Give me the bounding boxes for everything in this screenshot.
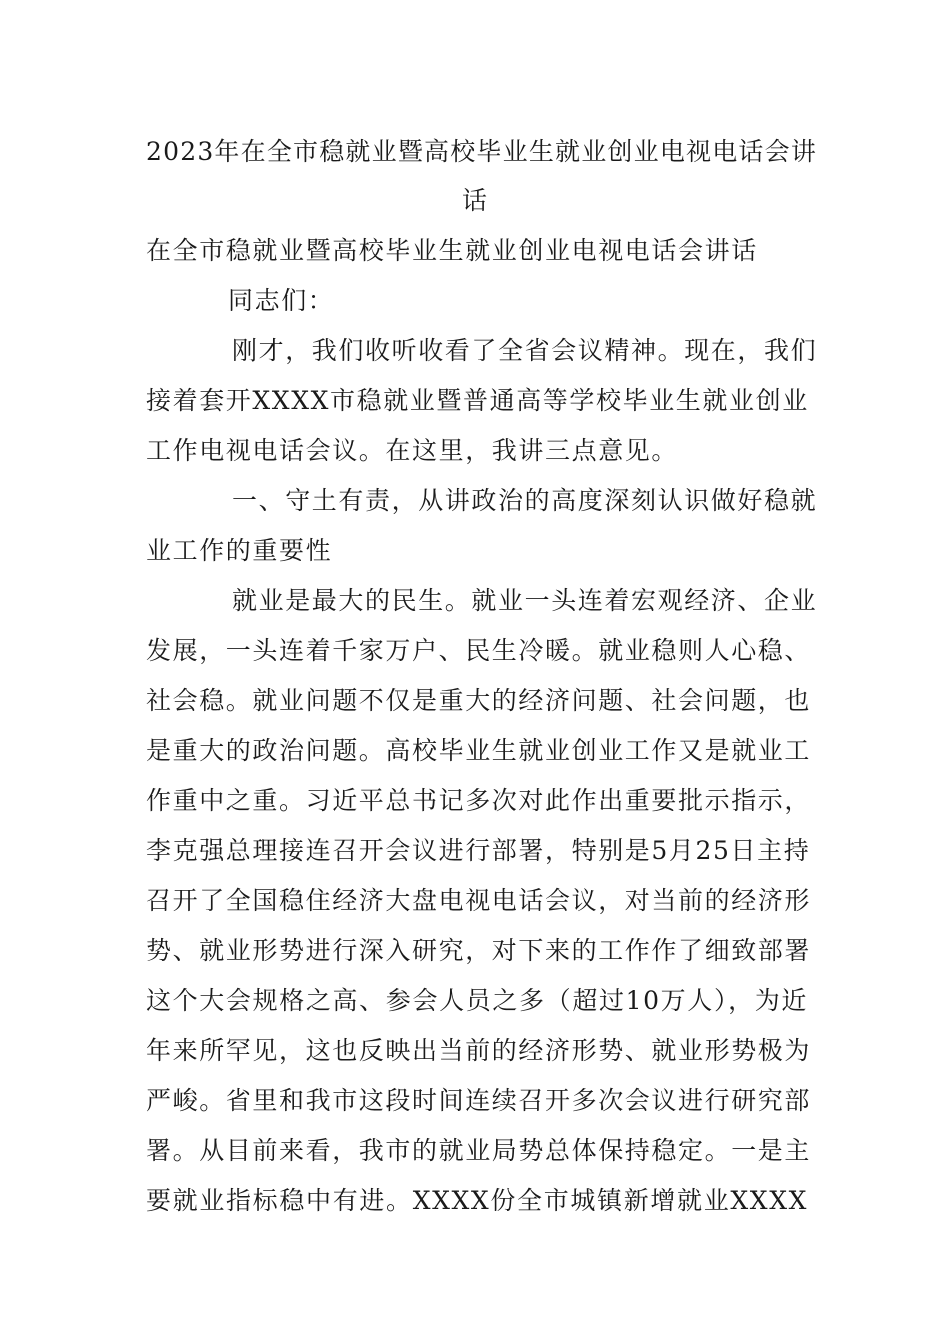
body-line: 要就业指标稳中有进。XXXX份全市城镇新增就业XXXX [146, 1186, 808, 1215]
body-line: 严峻。省里和我市这段时间连续召开多次会议进行研究部 [146, 1086, 812, 1115]
document-title-line-2: 话 [462, 186, 489, 215]
body-line: 李克强总理接连召开会议进行部署，特别是5月25日主持 [146, 836, 811, 865]
body-line: 发展，一头连着千家万户、民生冷暖。就业稳则人心稳、 [146, 636, 812, 665]
salutation: 同志们： [228, 286, 335, 315]
body-line: 这个大会规格之高、参会人员之多（超过10万人），为近 [146, 986, 808, 1015]
body-line: 召开了全国稳住经济大盘电视电话会议，对当前的经济形 [146, 886, 812, 915]
body-line: 是重大的政治问题。高校毕业生就业创业工作又是就业工 [146, 736, 812, 765]
body-line: 作重中之重。习近平总书记多次对此作出重要批示指示， [146, 786, 812, 815]
body-line: 刚才，我们收听收看了全省会议精神。现在，我们 [232, 336, 818, 365]
body-line: 署。从目前来看，我市的就业局势总体保持稳定。一是主 [146, 1136, 812, 1165]
body-line: 接着套开XXXX市稳就业暨普通高等学校毕业生就业创业 [146, 386, 809, 415]
body-line: 年来所罕见，这也反映出当前的经济形势、就业形势极为 [146, 1036, 812, 1065]
document-subtitle: 在全市稳就业暨高校毕业生就业创业电视电话会讲话 [146, 236, 758, 265]
body-line: 势、就业形势进行深入研究，对下来的工作作了细致部署 [146, 936, 812, 965]
section-heading-continued: 业工作的重要性 [146, 536, 333, 565]
document-title-line-1: 2023年在全市稳就业暨高校毕业生就业创业电视电话会讲 [146, 137, 818, 166]
section-heading: 一、守土有责，从讲政治的高度深刻认识做好稳就 [232, 486, 818, 515]
body-line: 工作电视电话会议。在这里，我讲三点意见。 [146, 436, 679, 465]
body-line: 就业是最大的民生。就业一头连着宏观经济、企业 [232, 586, 818, 615]
body-line: 社会稳。就业问题不仅是重大的经济问题、社会问题，也 [146, 686, 812, 715]
